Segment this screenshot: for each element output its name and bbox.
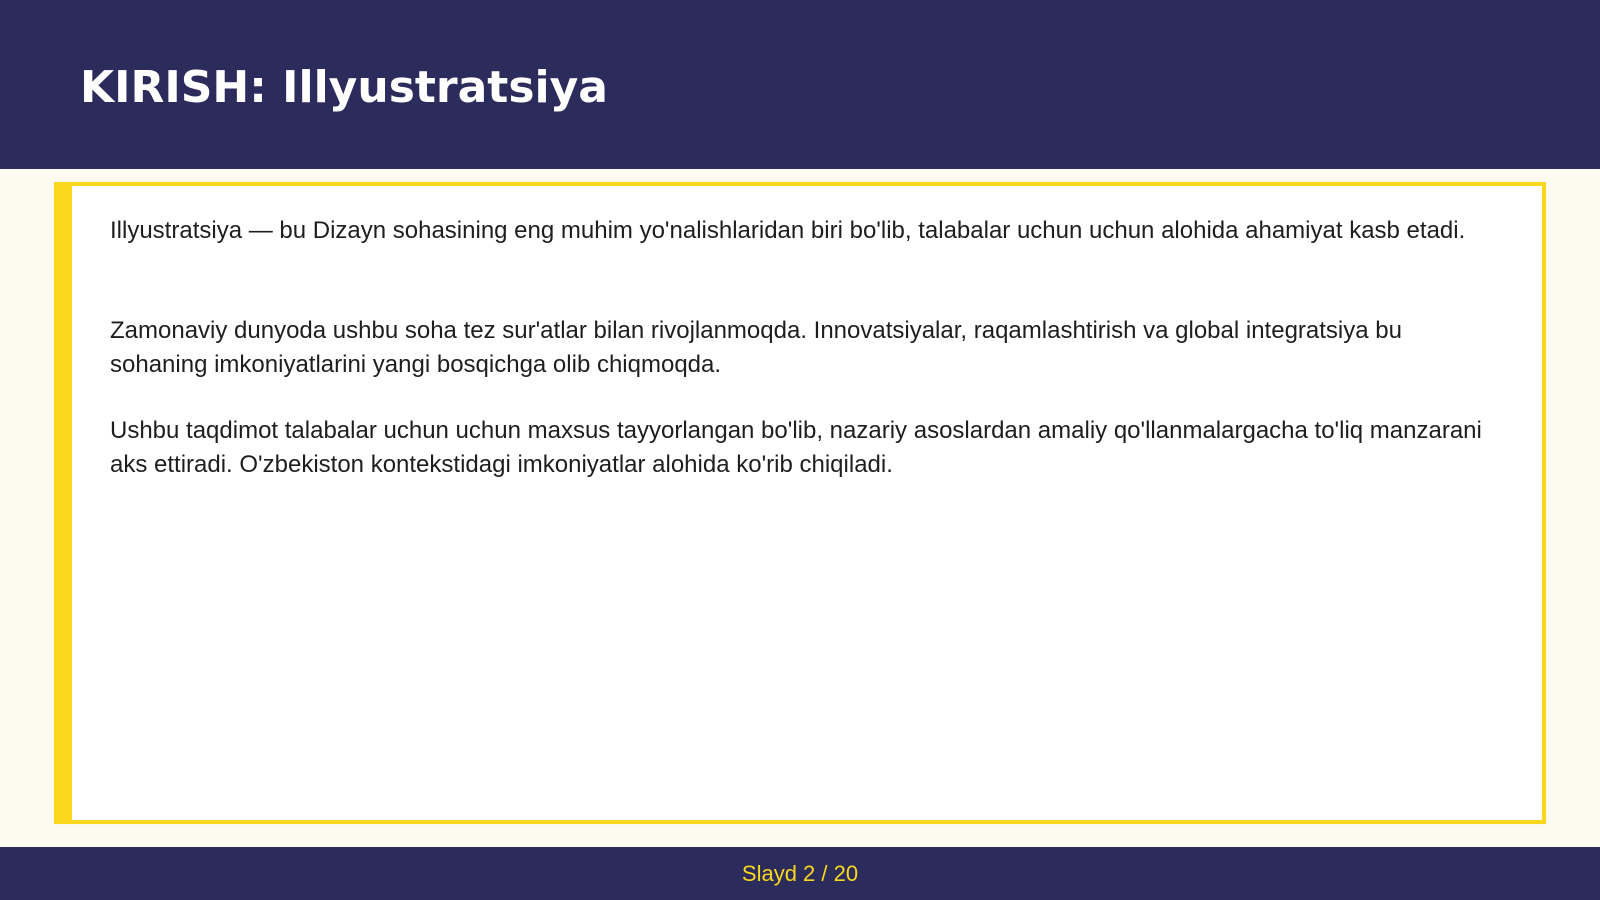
slide-title: KIRISH: Illyustratsiya xyxy=(80,62,608,113)
content-box xyxy=(54,182,1546,824)
slide-header xyxy=(0,0,1600,169)
slide-footer xyxy=(0,847,1600,900)
paragraph-presentation-scope: Ushbu taqdimot talabalar uchun uchun maxsus tayyorlangan bo'lib, nazariy asoslardan amaliy qo'llanmalargacha to'liq manzarani aks ettiradi. O'zbekiston kontekstidagi imkoniyatlar alohida ko'rib chiqiladi. xyxy=(110,417,1482,478)
paragraph-intro: Illyustratsiya — bu Dizayn sohasining eng muhim yo'nalishlaridan biri bo'lib, talabalar uchun uchun alohida ahamiyat kasb etadi. xyxy=(110,217,1466,244)
slide-number: Slayd 2 / 20 xyxy=(741,861,859,886)
paragraph-modern-world: Zamonaviy dunyoda ushbu soha tez sur'atlar bilan rivojlanmoqda. Innovatsiyalar, raqamlashtirish va global integratsiya bu sohaning imkoniyatlarini yangi bosqichga olib chiqmoqda. xyxy=(110,317,1402,378)
